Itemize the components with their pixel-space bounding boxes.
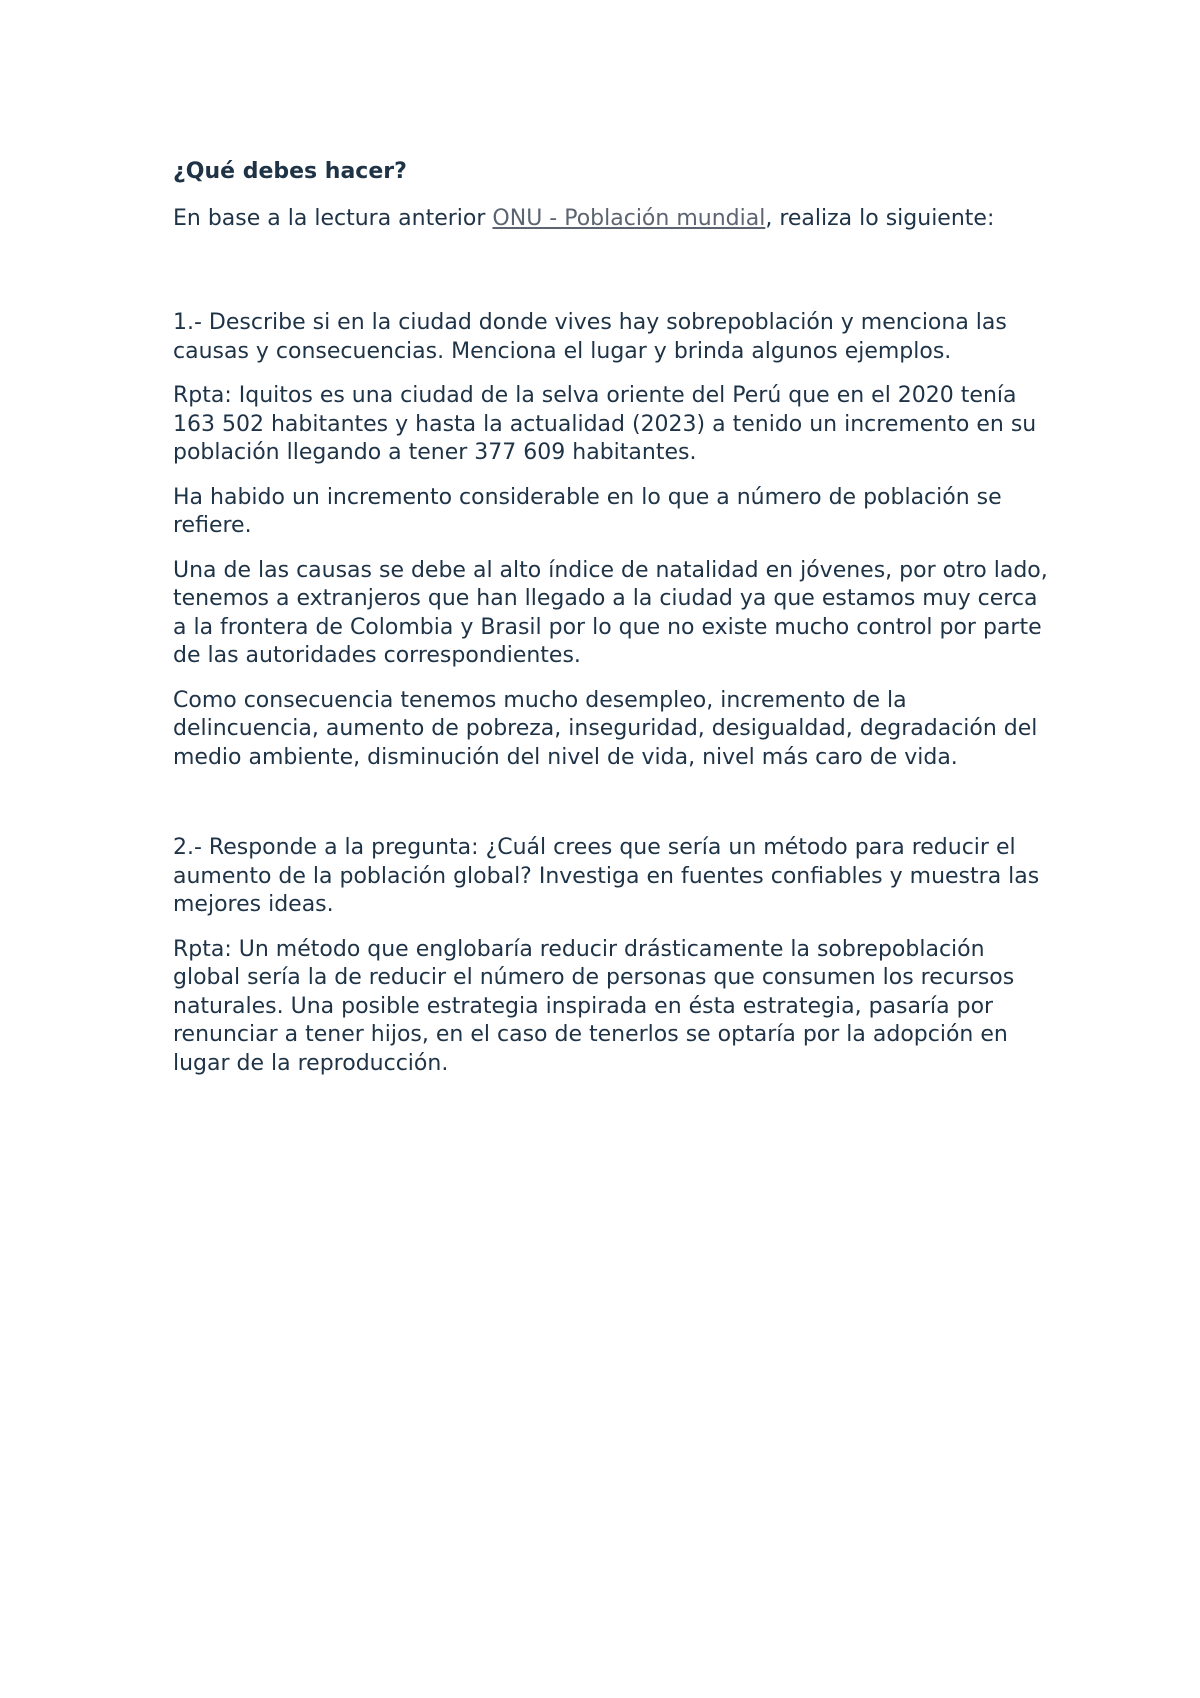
intro-text-after: , realiza lo siguiente: — [765, 205, 995, 231]
answer-1-paragraph-1: Rpta: Iquitos es una ciudad de la selva oriente del Perú que en el 2020 tenía 163 502 habitantes y hasta la actualidad (2023) a tenido un incremento en su población llegando a tener 377 609 habitantes. — [173, 383, 1037, 465]
document-page — [173, 158, 1053, 1094]
section-heading: ¿Qué debes hacer? — [173, 159, 407, 184]
intro-text-before: En base a la lectura anterior — [173, 205, 493, 231]
answer-1-paragraph-4: Como consecuencia tenemos mucho desempleo, incremento de la delincuencia, aumento de pobreza, inseguridad, desigualdad, degradación del medio ambiente, disminución del nivel de vida, nivel más caro de vida. — [173, 687, 1038, 770]
question-1: 1.- Describe si en la ciudad donde vives hay sobrepoblación y menciona las causas y consecuencias. Menciona el lugar y brinda algunos ejemplos. — [173, 310, 1007, 364]
answer-2: Rpta: Un método que englobaría reducir drásticamente la sobrepoblación global sería la de reducir el número de personas que consumen los recursos naturales. Una posible estrategia inspirada en ésta estrategia, pasaría por renunciar a tener hijos, en el caso de tenerlos se optaría por la adopción en lugar de la reproducción. — [173, 936, 1015, 1076]
intro-paragraph — [173, 205, 1053, 234]
onu-poblacion-link[interactable]: ONU - Población mundial — [492, 205, 766, 231]
answer-1-paragraph-3: Una de las causas se debe al alto índice de natalidad en jóvenes, por otro lado, tenemos a extranjeros que han llegado a la ciudad ya que estamos muy cerca a la frontera de Colombia y Brasil por lo que no existe mucho control por parte de las autoridades correspondientes. — [173, 557, 1048, 668]
question-2: 2.- Responde a la pregunta: ¿Cuál crees que sería un método para reducir el aumento de la población global? Investiga en fuentes confiables y muestra las mejores ideas. — [173, 835, 1040, 917]
answer-1-paragraph-2: Ha habido un incremento considerable en lo que a número de población se refiere. — [173, 484, 1002, 538]
